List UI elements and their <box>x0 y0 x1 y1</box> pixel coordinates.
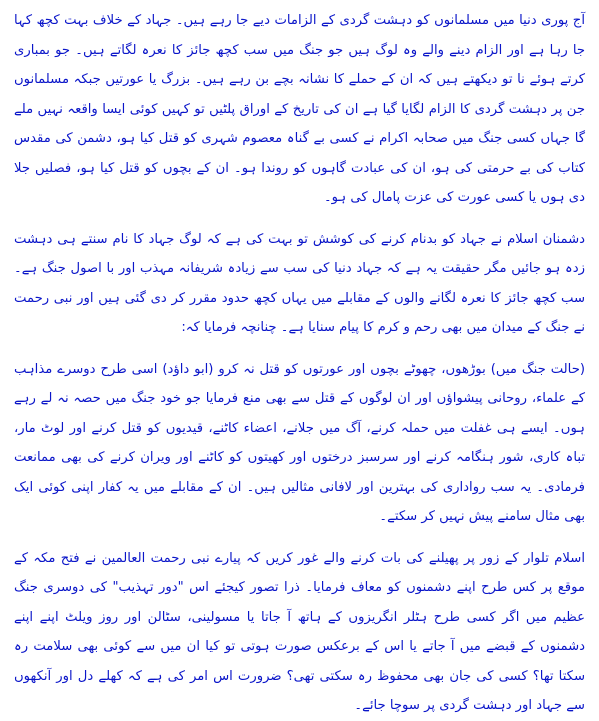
paragraph-2: دشمنان اسلام نے جہاد کو بدنام کرنے کی کوشش تو بہت کی ہے کہ لوگ جہاد کا نام سنتے ہی دہشت زدہ ہو جائیں مگر حقیقت یہ ہے کہ جہاد دنیا کی سب سے زیادہ شریفانہ مہذب اور با اصول جنگ ہے۔ سب کچھ جائز کا نعرہ لگانے والوں کے مقابلے میں یہاں کچھ حدود مقرر کر دی گئی ہیں اور نبی رحمت نے جنگ کے میدان میں بھی رحم و کرم کا پیام سنایا ہے۔ چنانچہ فرمایا کہ: <box>14 231 585 335</box>
paragraph-1: آج پوری دنیا میں مسلمانوں کو دہشت گردی کے الزامات دیے جا رہے ہیں۔ جہاد کے خلاف بہت کچھ کہا جا رہا ہے اور الزام دینے والے وہ لوگ ہیں جو جنگ میں سب کچھ جائز کا نعرہ لگاتے ہیں۔ جو بمباری کرتے ہوئے نا تو دیکھتے ہیں کہ ان کے حملے کا نشانہ بچے بن رہے ہیں۔ بزرگ یا عورتیں جبکہ مسلمانوں جن پر دہشت گردی کا الزام لگایا گیا ہے ان کی تاریخ کے اوراق پلٹیں تو کہیں کوئی ایسا واقعہ نہیں ملے گا جہاں کسی جنگ میں صحابہ اکرام نے کسی بے گناہ معصوم شہری کو قتل کیا ہو، دشمن کی مقدس کتاب کی بے حرمتی کی ہو، ان کی عبادت گاہوں کو روندا ہو۔ ان کے بچوں کو قتل کیا ہو، فصلیں جلا دی ہوں یا کسی عورت کی عزت پامال کی ہو۔ <box>14 13 585 205</box>
paragraph-3: (حالت جنگ میں) بوڑھوں، چھوٹے بچوں اور عورتوں کو قتل نہ کرو (ابو داؤد) اسی طرح دوسرے مذاہب کے علماء، روحانی پیشواؤں اور ان لوگوں کے قتل سے بھی منع فرمایا جو خود جنگ میں حصہ نہ لے رہے ہوں۔ ایسے ہی غفلت میں حملہ کرنے، آگ میں جلانے، اعضاء کاٹنے، قیدیوں کو قتل کرنے اور لوٹ مار، تباہ کاری، شور ہنگامہ کرنے اور سرسبز درختوں اور کھیتوں کو کاٹنے اور ویران کرنے کی بھی ممانعت فرمادی۔ یہ سب رواداری کی بہترین اور لافانی مثالیں ہیں۔ ان کے مقابلے میں یہ کفار اپنی کوئی ایک بھی مثال سامنے پیش نہیں کر سکتے۔ <box>14 361 585 524</box>
paragraph-4: اسلام تلوار کے زور پر پھیلنے کی بات کرنے والے غور کریں کہ پیارے نبی رحمت العالمین نے فتح مکہ کے موقع پر کس طرح اپنے دشمنوں کو معاف فرمایا۔ ذرا تصور کیجئے اس "دور تہذیب" کی دوسری جنگ عظیم میں اگر کسی طرح ہٹلر انگریزوں کے ہاتھ آ جاتا یا مسولینی، سٹالن اور روز ویلٹ اپنے اپنے دشمنوں کے قبضے میں آ جاتے یا اس کے برعکس صورت ہوتی تو کیا ان میں سے کوئی بھی سلامت رہ سکتا تھا؟ کسی کی جان بھی محفوظ رہ سکتی تھی؟ ضرورت اس امر کی ہے کہ کھلے دل اور آنکھوں سے جہاد اور دہشت گردی پر سوچا جائے۔ <box>14 550 585 713</box>
